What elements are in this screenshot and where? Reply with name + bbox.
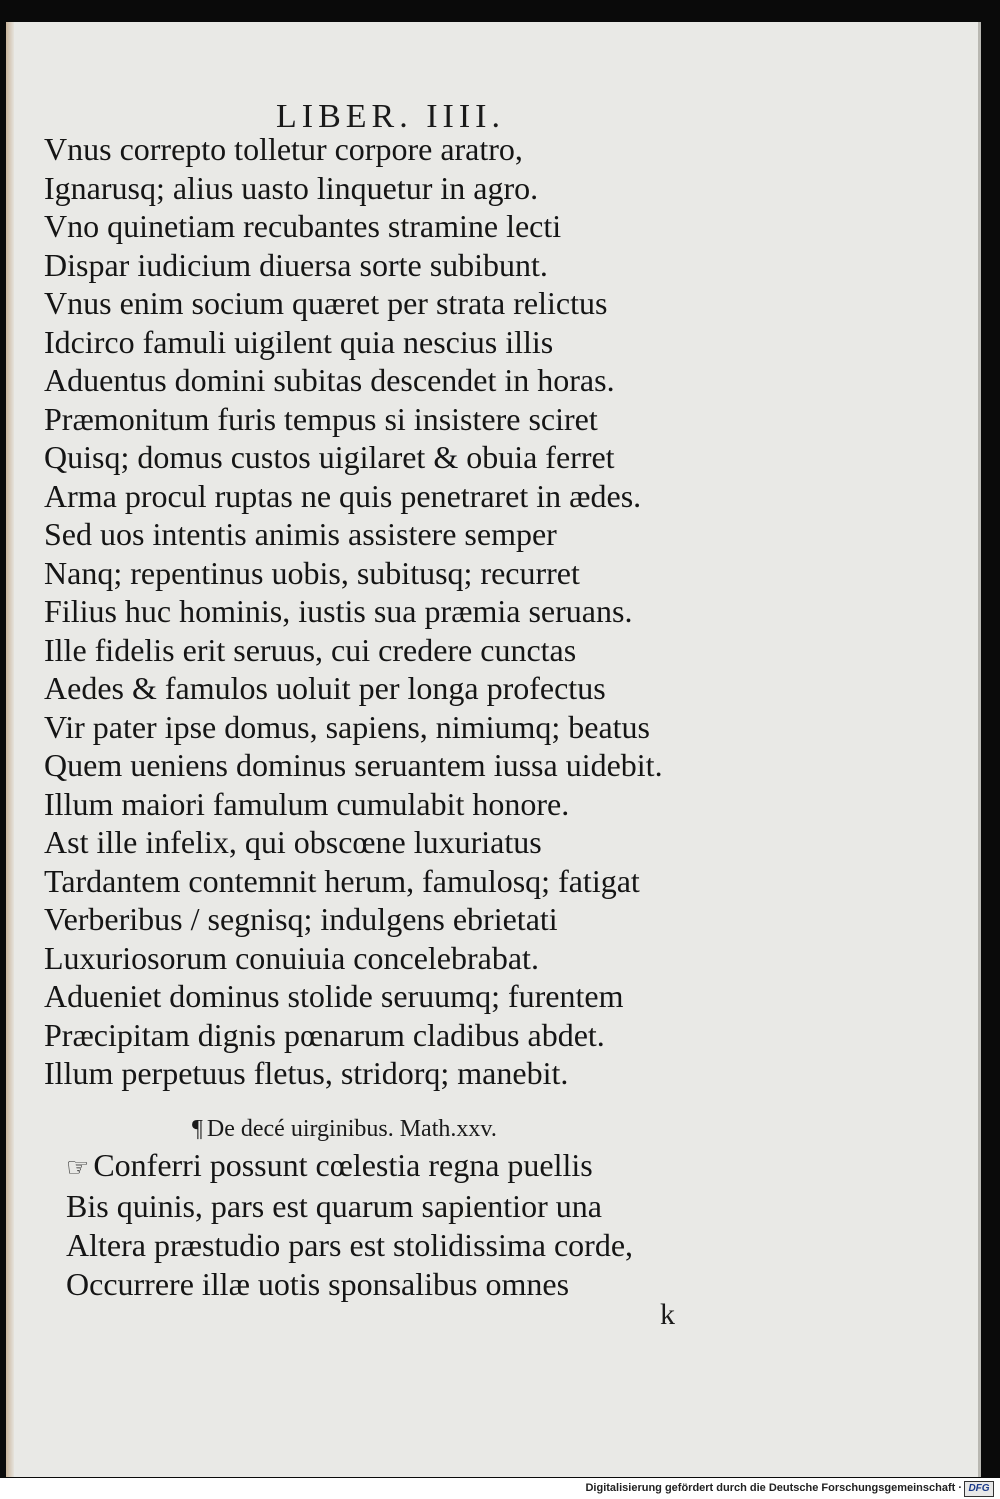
verse-line: Aduentus domini subitas descendet in horas. [44,362,615,398]
verse-block [44,130,764,1093]
verse-line: Nanq; repentinus uobis, subitusq; recurret [44,554,580,591]
footer-bar [0,1478,1000,1499]
verse-line: Bis quinis, pars est quarum sapientior una [66,1188,602,1224]
dfg-logo: DFG [964,1481,994,1497]
verse-line [66,1146,746,1187]
book-page [6,22,981,1477]
verse-line: Ast ille infelix, qui obscœne luxuriatus [44,824,542,860]
verse-line: Adueniet dominus stolide seruumq; furentem [44,978,624,1014]
verse-line-text: Conferri possunt cœlestia regna puellis [93,1147,593,1183]
pointing-hand-icon: ☞ [66,1153,90,1182]
section-heading [192,1116,497,1143]
verse-line: Occurrere illæ uotis sponsalibus omnes [66,1266,570,1302]
verse-line: Filius huc hominis, iustis sua præmia seruans. [44,593,633,629]
verse-line: Verberibus / segnisq; indulgens ebrietati [44,901,558,937]
verse-line: Altera præstudio pars est stolidissima corde, [66,1227,634,1263]
verse-line: Sed uos intentis animis assistere semper [44,516,557,552]
verse-line: Arma procul ruptas ne quis penetraret in ædes. [44,477,642,514]
verse-line: Aedes & famulos uoluit per longa profectus [44,670,606,706]
verse-line: Dispar iudicium diuersa sorte subibunt. [44,246,548,283]
verse-line: Tardantem contemnit herum, famulosq; fatigat [44,862,640,899]
verse-line: Illum perpetuus fletus, stridorq; manebit. [44,1055,569,1091]
running-header: LIBER. IIII. [276,98,506,135]
section-heading-text: De decé uirginibus. Math.xxv. [206,1116,497,1142]
verse-line: Ignarusq; alius uasto linquetur in agro. [44,169,539,206]
verse-line: Ille fidelis erit seruus, cui credere cunctas [44,631,577,668]
verse-line: Luxuriosorum conuiuia concelebrabat. [44,939,539,976]
verse-line: Præmonitum furis tempus si insistere sciret [44,400,598,437]
verse-line: Vno quinetiam recubantes stramine lecti [44,208,562,244]
signature-mark: k [660,1298,675,1331]
verse-line: Præcipitam dignis pœnarum cladibus abdet. [44,1016,605,1053]
verse-line: Illum maiori famulum cumulabit honore. [44,785,570,822]
verse-line: Vnus correpto tolletur corpore aratro, [44,131,523,167]
page-edge [6,22,14,1477]
pilcrow-icon: ¶ [192,1116,203,1142]
verse-line: Idcirco famuli uigilent quia nescius illis [44,323,554,360]
verse-block-2 [66,1146,746,1304]
verse-line: Quisq; domus custos uigilaret & obuia ferret [44,439,615,475]
verse-line: Vir pater ipse domus, sapiens, nimiumq; beatus [44,708,650,745]
verse-line: Vnus enim socium quæret per strata relictus [44,285,608,321]
verse-line: Quem ueniens dominus seruantem iussa uidebit. [44,747,663,783]
footer-credit: Digitalisierung gefördert durch die Deutsche Forschungsgemeinschaft · [585,1482,962,1494]
